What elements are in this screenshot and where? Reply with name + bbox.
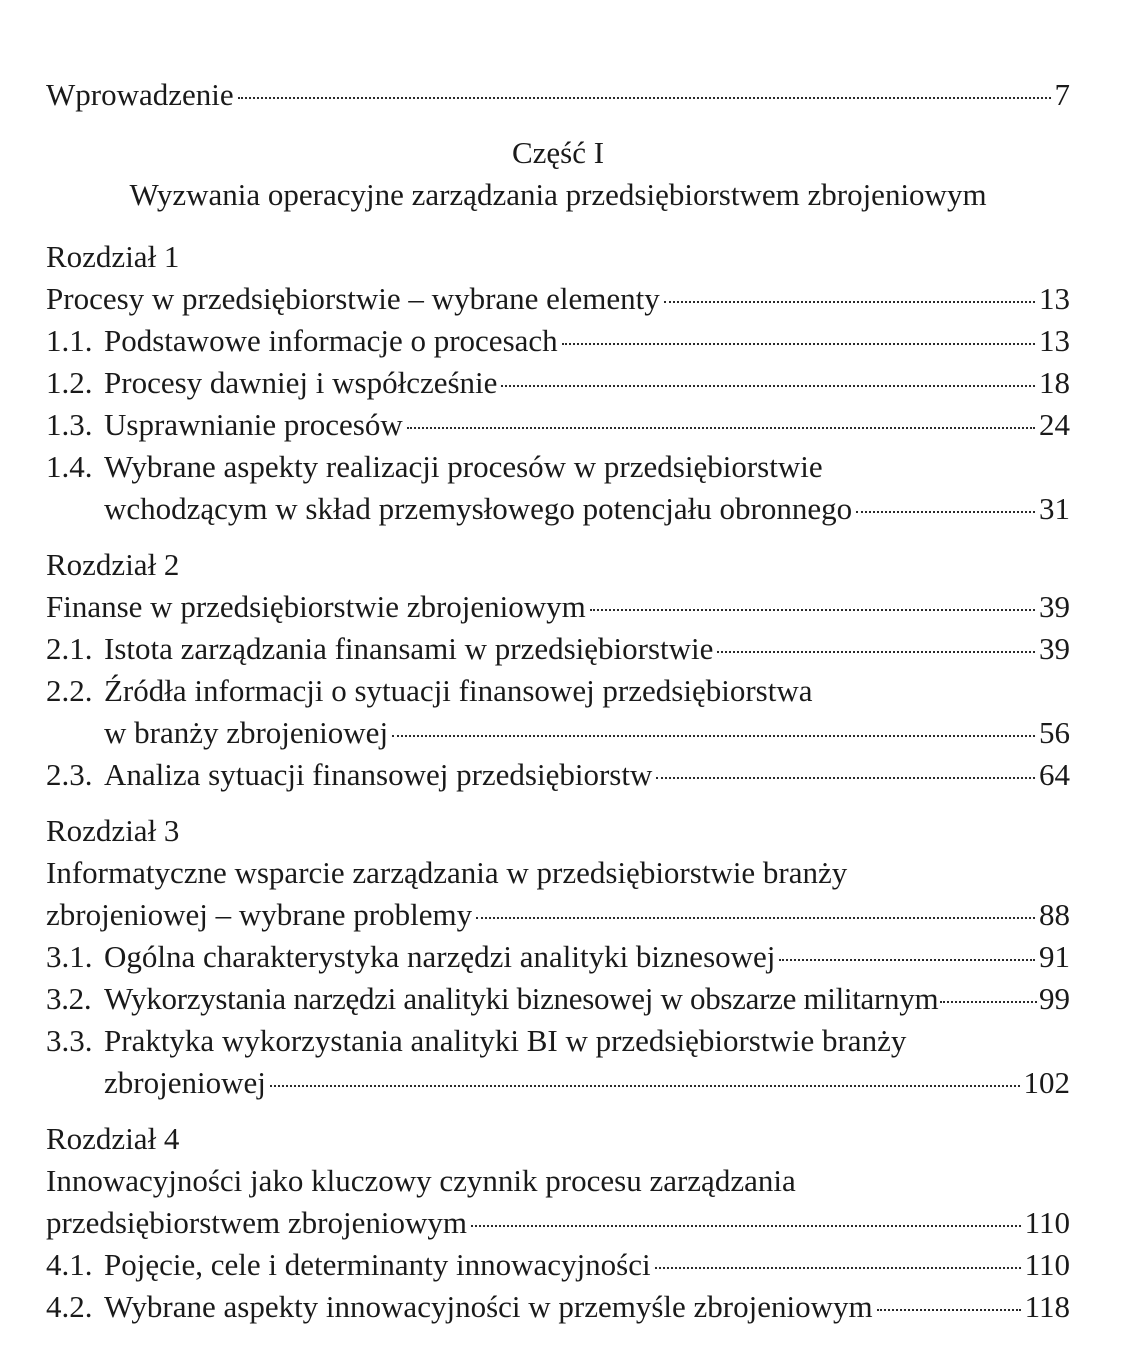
- toc-page-number: 13: [1039, 323, 1070, 358]
- part-title: Wyzwania operacyjne zarządzania przedsiębiorstwem zbrojeniowym: [129, 177, 987, 212]
- chapter-label: Rozdział 2: [46, 547, 180, 582]
- dot-leader: [392, 735, 1035, 737]
- toc-entry-title: Wykorzystania narzędzi analityki biznesowej w obszarze militarnym: [104, 981, 939, 1016]
- section-number: 2.1.: [46, 631, 93, 666]
- toc-page-number: 91: [1039, 939, 1070, 974]
- section-number: 3.3.: [46, 1023, 93, 1058]
- section-number: 2.3.: [46, 757, 93, 792]
- toc-entry-intro[interactable]: [46, 74, 1070, 116]
- toc-entry-title: Wprowadzenie: [46, 77, 234, 112]
- toc-page-number: 24: [1039, 407, 1070, 442]
- toc-entry-chapter-line2[interactable]: [46, 1202, 1070, 1244]
- dot-leader: [877, 1309, 1021, 1311]
- dot-leader: [940, 1001, 1037, 1003]
- toc-entry-section-line2[interactable]: [46, 1062, 1070, 1104]
- toc-entry-section[interactable]: [46, 362, 1070, 404]
- part-label: Część I: [511, 135, 605, 170]
- toc-entry-section[interactable]: [46, 320, 1070, 362]
- chapter-label: Rozdział 3: [46, 813, 180, 848]
- toc-entry-section-line1[interactable]: [46, 1020, 1070, 1062]
- dot-leader: [238, 97, 1051, 99]
- toc-page-number: 110: [1024, 1247, 1070, 1282]
- toc-entry-section[interactable]: [46, 978, 1070, 1020]
- toc-entry-section[interactable]: [46, 1244, 1070, 1286]
- dot-leader: [562, 343, 1035, 345]
- section-number: 2.2.: [46, 673, 93, 708]
- toc-page-number: 102: [1023, 1065, 1070, 1100]
- toc-entry-title: Informatyczne wsparcie zarządzania w przedsiębiorstwie branży: [46, 855, 848, 890]
- toc-entry-title: Praktyka wykorzystania analityki BI w przedsiębiorstwie branży: [104, 1023, 907, 1058]
- toc-entry-title: Źródła informacji o sytuacji finansowej przedsiębiorstwa: [104, 673, 813, 708]
- dot-leader: [590, 609, 1035, 611]
- toc-entry-section-line1[interactable]: [46, 670, 1070, 712]
- toc-entry-title: Procesy dawniej i współcześnie: [104, 365, 498, 400]
- toc-entry-title: Ogólna charakterystyka narzędzi analityki biznesowej: [104, 939, 776, 974]
- toc-entry-title: Podstawowe informacje o procesach: [104, 323, 558, 358]
- toc-page-number: 64: [1039, 757, 1070, 792]
- dot-leader: [501, 385, 1035, 387]
- toc-entry-section[interactable]: [46, 628, 1070, 670]
- toc-entry-chapter[interactable]: [46, 586, 1070, 628]
- dot-leader: [270, 1085, 1020, 1087]
- section-number: 1.2.: [46, 365, 93, 400]
- toc-page-number: 88: [1039, 897, 1070, 932]
- section-number: 3.1.: [46, 939, 93, 974]
- dot-leader: [471, 1225, 1021, 1227]
- chapter-label: Rozdział 4: [46, 1121, 180, 1156]
- toc-entry-section-line2[interactable]: [46, 712, 1070, 754]
- section-number: 1.1.: [46, 323, 93, 358]
- toc-page-number: 39: [1039, 589, 1070, 624]
- toc-page-number: 56: [1039, 715, 1070, 750]
- toc-entry-title: Procesy w przedsiębiorstwie – wybrane elementy: [46, 281, 660, 316]
- toc-entry-section[interactable]: [46, 404, 1070, 446]
- toc-entry-title-continued: w branży zbrojeniowej: [104, 715, 389, 750]
- toc-page-number: 7: [1054, 77, 1070, 112]
- section-number: 1.3.: [46, 407, 93, 442]
- table-of-contents: [46, 74, 1070, 1328]
- toc-entry-title-continued: zbrojeniowej: [104, 1065, 266, 1100]
- section-number: 3.2.: [46, 981, 92, 1016]
- dot-leader: [655, 1267, 1021, 1269]
- toc-entry-title-continued: zbrojeniowej – wybrane problemy: [46, 897, 473, 932]
- toc-page-number: 31: [1039, 491, 1070, 526]
- dot-leader: [664, 301, 1035, 303]
- toc-entry-chapter-line1[interactable]: [46, 852, 1070, 894]
- toc-entry-chapter[interactable]: [46, 278, 1070, 320]
- toc-entry-title-continued: wchodzącym w skład przemysłowego potencjału obronnego: [104, 491, 853, 526]
- toc-page-number: 118: [1024, 1289, 1070, 1324]
- dot-leader: [476, 917, 1035, 919]
- toc-entry-section-line2[interactable]: [46, 488, 1070, 530]
- toc-entry-section[interactable]: [46, 754, 1070, 796]
- toc-entry-section[interactable]: [46, 936, 1070, 978]
- section-number: 1.4.: [46, 449, 93, 484]
- toc-page-number: 39: [1039, 631, 1070, 666]
- toc-entry-title: Innowacyjności jako kluczowy czynnik procesu zarządzania: [46, 1163, 796, 1198]
- toc-entry-title: Wybrane aspekty innowacyjności w przemyśle zbrojeniowym: [104, 1289, 873, 1324]
- toc-entry-chapter-line2[interactable]: [46, 894, 1070, 936]
- dot-leader: [856, 511, 1035, 513]
- toc-entry-title: Usprawnianie procesów: [104, 407, 403, 442]
- chapter-label: Rozdział 1: [46, 239, 180, 274]
- dot-leader: [407, 427, 1035, 429]
- toc-entry-chapter-line1[interactable]: [46, 1160, 1070, 1202]
- toc-page-number: 18: [1039, 365, 1070, 400]
- dot-leader: [717, 651, 1035, 653]
- toc-entry-section[interactable]: [46, 1286, 1070, 1328]
- toc-entry-title: Pojęcie, cele i determinanty innowacyjności: [104, 1247, 651, 1282]
- section-number: 4.1.: [46, 1247, 93, 1282]
- toc-page-number: 110: [1024, 1205, 1070, 1240]
- toc-page-number: 99: [1039, 981, 1070, 1016]
- dot-leader: [779, 959, 1035, 961]
- dot-leader: [656, 777, 1035, 779]
- toc-entry-title: Analiza sytuacji finansowej przedsiębiorstw: [104, 757, 653, 792]
- section-number: 4.2.: [46, 1289, 93, 1324]
- toc-entry-section-line1[interactable]: [46, 446, 1070, 488]
- toc-page-number: 13: [1039, 281, 1070, 316]
- toc-entry-title: Finanse w przedsiębiorstwie zbrojeniowym: [46, 589, 586, 624]
- toc-entry-title-continued: przedsiębiorstwem zbrojeniowym: [46, 1205, 467, 1240]
- toc-entry-title: Istota zarządzania finansami w przedsiębiorstwie: [104, 631, 714, 666]
- toc-entry-title: Wybrane aspekty realizacji procesów w przedsiębiorstwie: [104, 449, 823, 484]
